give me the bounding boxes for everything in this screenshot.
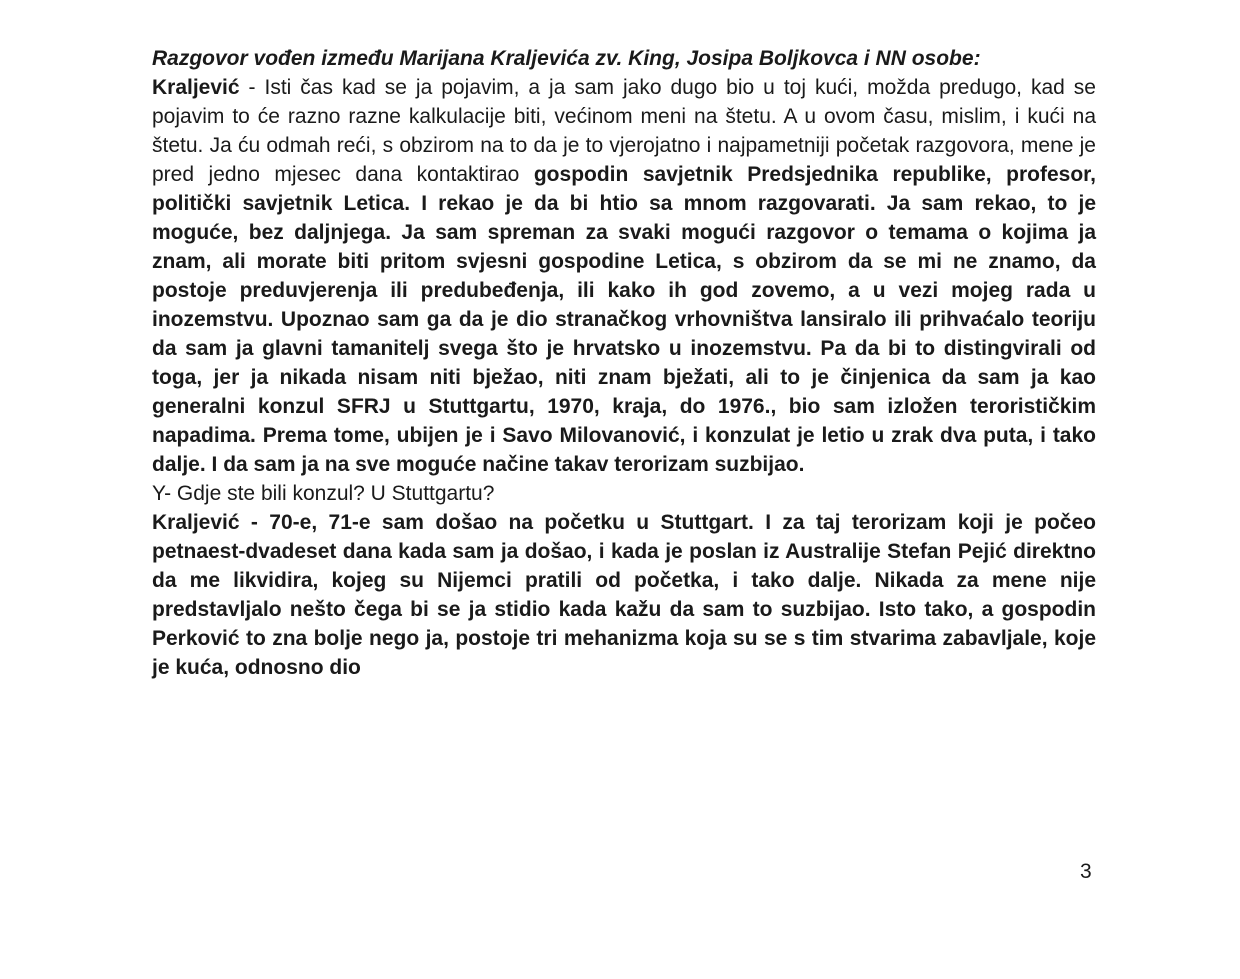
- paragraph-kraljevic-1: [152, 73, 1096, 479]
- speaker-name: Kraljević: [152, 511, 240, 534]
- paragraph-bold-text: - 70-e, 71-e sam došao na početku u Stuttgart. I za taj terorizam koji je počeo petnaest-dvadeset dana kada sam ja došao, i kada je poslan iz Australije Stefan Pejić direktno da me likvidira, kojeg su Nijemci pratili od početka, i tako dalje. Nikada za mene nije predstavljalo nešto čega bi se ja stidio kada kažu da sam to suzbijao. Isto tako, a gospodin Perković to zna bolje nego ja, postoje tri mehanizma koja su se s tim stvarima zabavljale, koje je kuća, odnosno dio: [152, 511, 1096, 679]
- document-heading: Razgovor vođen između Marijana Kraljevića zv. King, Josipa Boljkovca i NN osobe:: [152, 47, 981, 70]
- speaker-name: Kraljević: [152, 76, 240, 99]
- page-number: 3: [1080, 860, 1092, 883]
- paragraph-regular-text: Isti čas kad se ja pojavim, a ja sam jako dugo bio u toj kući, možda predugo, kad se pojavim to će razno razne kalkulacije biti, većinom meni na štetu. A u ovom času, mislim, i kući na štetu. Ja ću odmah reći, s obzirom na to da je to vjerojatno i najpametniji početak razgovora, mene je pred jedno mjesec dana kontaktirao: [152, 76, 1096, 186]
- paragraph-question: Y- Gdje ste bili konzul? U Stuttgartu?: [152, 482, 495, 505]
- paragraph-bold-text: gospodin savjetnik Predsjednika republike, profesor, politički savjetnik Letica. I rekao je da bi htio sa mnom razgovarati. Ja sam rekao, to je moguće, bez daljnjega. Ja sam spreman za svaki mogući razgovor o temama o kojima ja znam, ali morate biti pritom svjesni gospodine Letica, s obzirom da se mi ne znamo, da postoje preduvjerenja ili predubeđenja, ili kako ih god zovemo, a u vezi mojeg rada u inozemstvu. Upoznao sam ga da je dio stranačkog vrhovništva lansiralo ili prihvaćalo teoriju da sam ja glavni tamanitelj svega što je hrvatsko u inozemstvu. Pa da bi to distingvirali od toga, jer ja nikada nisam niti bježao, niti znam bježati, ali to je činjenica da sam ja kao generalni konzul SFRJ u Stuttgartu, 1970, kraja, do 1976., bio sam izložen terorističkim napadima. Prema tome, ubijen je i Savo Milovanović, i konzulat je letio u zrak dva puta, i tako dalje. I da sam ja na sve moguće načine takav terorizam suzbijao.: [152, 163, 1096, 476]
- speaker-separator: -: [239, 76, 265, 99]
- paragraph-kraljevic-2: [152, 508, 1096, 682]
- document-page: [152, 44, 1096, 944]
